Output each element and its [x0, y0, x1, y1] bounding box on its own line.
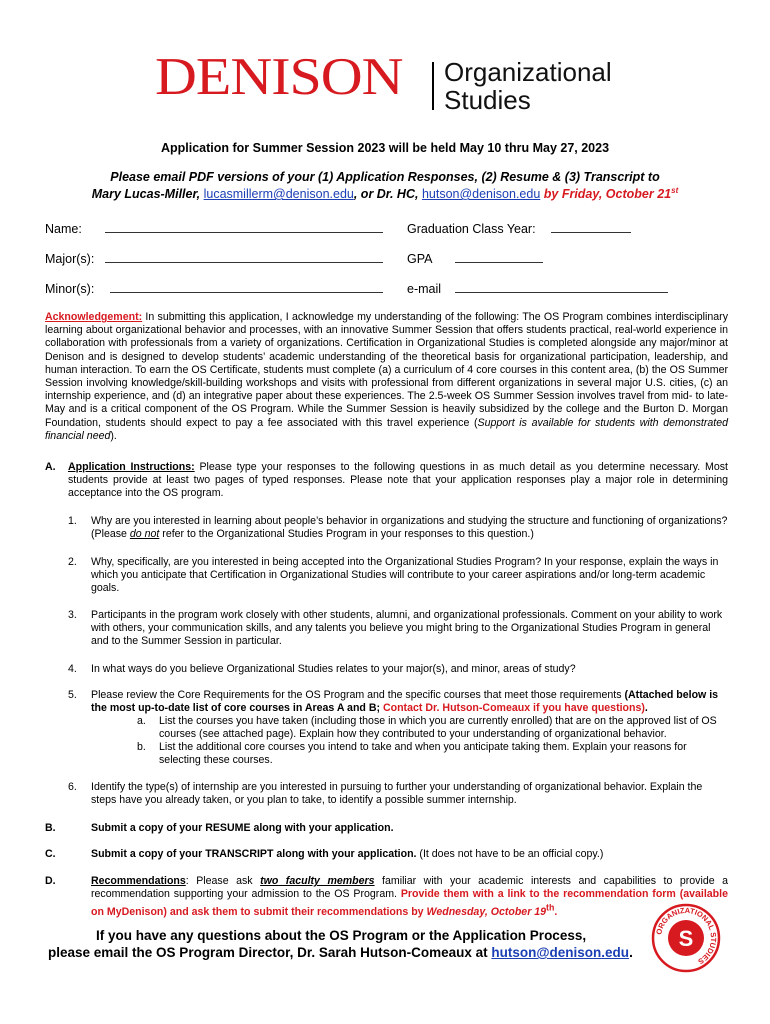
question-4: In what ways do you believe Organizational Studies relates to your major(s), and minor, areas of study? — [91, 663, 576, 675]
logo-subtitle — [444, 58, 612, 114]
question-1: Why are you interested in learning about people’s behavior in organizations and studying the structure and functioning of organizations? (Please do not refer to the Organizational Studies Program in your responses to this question.) — [91, 515, 728, 540]
recommendation-deadline: Provide them with a link to the recommendation form (available on MyDenison) and ask them to submit their recommendations by Wednesday, October 19th. — [91, 888, 728, 918]
section-c-text: Submit a copy of your TRANSCRIPT along with your application. (It does not have to be an official copy.) — [91, 848, 604, 860]
section-a-intro — [68, 461, 728, 501]
q5-contact-note: Contact Dr. Hutson-Comeaux if you have questions) — [382, 702, 645, 714]
question-5a: List the courses you have taken (including those in which you are currently enrolled) that are on the approved list of OS courses (see attached page). Explain how they contributed to your understanding of organizational behavior. — [159, 715, 717, 740]
section-a-letter: A. — [45, 461, 56, 473]
question-5: Please review the Core Requirements for the OS Program and the specific courses that meet those requirements (Attached below is the most up-to-date list of core courses in Areas A and B; Contact Dr. Hutson-Comeaux if you have questions). — [91, 689, 719, 714]
acknowledgement-paragraph: Acknowledgement: In submitting this application, I acknowledge my understanding of the following: The OS Program combines interdisciplinary learning about organizational behavior and processes, with an innovative Summer Session that offers students practical, real-world experience in collaboration with professionals from a variety of organizations. Certification in Organizational Studies is completed alongside any major/minor at Denison and is designed to develop students’ academic understanding of the theoretical basis for organizational participation, leadership, and human interaction. To earn the OS Certificate, students must complete (a) a curriculum of 4 core courses in this content area, (b) the OS Summer Session involving knowledge/skill-building workshops and visits with professional from different organizations in several major U.S. cities, (c) an internship experience, and (d) an integrative paper about these experiences. The 2.5-week OS Summer Session involves travel from mid- to late-May and is a critical component of the OS Program. While the Summer Session is heavily subsidized by the college and the Burton D. Morgan Foundation, students should expect to pay a fee associated with this travel experience (Support is available for students with demonstrated financial need). — [45, 311, 728, 442]
closing-line1: If you have any questions about the OS Program or the Application Process, — [96, 928, 587, 943]
email-instructions-line2 — [0, 186, 770, 201]
section-a-title: Application Instructions: — [68, 461, 195, 473]
organizational-studies-seal-icon — [651, 903, 721, 973]
grad-year-label: Graduation Class Year: — [407, 222, 536, 236]
q6-number: 6. — [68, 781, 77, 793]
section-d-letter: D. — [45, 875, 56, 887]
email-field[interactable] — [455, 282, 668, 293]
section-a-text: Please type your responses to the following questions in as much detail as you determine necessary. Most students provide at least two pages of typed responses. Please note that your application responses play a major role in determining acceptance into the OS program. — [68, 461, 728, 500]
question-6: Identify the type(s) of internship are you interested in pursuing to further your understanding of organizational behavior. Explain the steps have you already taken, or you plan to take, to identify a possible summer internship. — [91, 781, 703, 806]
section-b-letter: B. — [45, 822, 56, 834]
svg-text:S: S — [678, 926, 694, 951]
name-label: Name: — [45, 222, 82, 236]
section-c-note: (It does not have to be an official copy.) — [416, 848, 604, 860]
q5b-letter: b. — [137, 741, 146, 753]
section-d-text: Recommendations: Please ask two faculty members familiar with your academic interests and capabilities to provide a recommendation supporting your admission to the OS Program. Provide them with a link to the recommendation form (available on MyDenison) and ask them to submit their recommendations by Wednesday, October 19th. — [91, 875, 728, 918]
two-faculty-emphasis: two faculty members — [260, 875, 375, 887]
section-c-letter: C. — [45, 848, 56, 860]
svg-text:ORGANIZATIONAL STUDIES: ORGANIZATIONAL STUDIES — [654, 905, 719, 967]
contact-mid: , or Dr. HC, — [353, 187, 422, 202]
deadline-text: by Friday, October 21st — [540, 186, 679, 202]
question-5b: List the additional core courses you intend to take and when you anticipate taking them. Explain your reasons for selecting these courses. — [159, 741, 687, 766]
q4-number: 4. — [68, 663, 77, 675]
q1-number: 1. — [68, 515, 77, 527]
question-2: Why, specifically, are you interested in being accepted into the Organizational Studies Program? In your response, explain the ways in which you anticipate that Certification in Organizational Studies will contribute to your career aspirations and/or long-term academic goals. — [91, 556, 719, 594]
email-link-lucasmiller[interactable]: lucasmillerm@denison.edu — [203, 187, 354, 202]
session-dates: Application for Summer Session 2023 will be held May 10 thru May 27, 2023 — [160, 141, 610, 155]
q5-number: 5. — [68, 689, 77, 701]
question-3: Participants in the program work closely with other students, alumni, and organizational professionals. Comment on your ability to work with others, your communication skills, and any talents you believe you might bring to the Organizational Studies Program in general and to the Summer Session in particular. — [91, 609, 723, 647]
denison-logo-wordmark: DENISON — [155, 46, 403, 107]
contact-name: Mary Lucas-Miller, — [91, 187, 204, 202]
q5-bold-note: (Attached below is the most up-to-date list of core courses in Areas A and B; — [91, 689, 719, 714]
name-field[interactable] — [105, 222, 383, 233]
grad-year-field[interactable] — [551, 222, 631, 233]
recommendations-title: Recommendations — [91, 875, 186, 887]
do-not-emphasis: do not — [129, 528, 160, 540]
email-instructions-line1: Please email PDF versions of your (1) Application Responses, (2) Resume & (3) Transcript to — [110, 170, 660, 184]
logo-divider — [432, 62, 434, 110]
q5a-letter: a. — [137, 715, 146, 727]
financial-support-note: Support is available for students with demonstrated financial need — [45, 416, 728, 442]
major-label: Major(s): — [45, 252, 95, 266]
acknowledgement-label: Acknowledgement: — [45, 311, 143, 323]
minor-label: Minor(s): — [45, 282, 95, 296]
closing-line2: please email the OS Program Director, Dr. Sarah Hutson-Comeaux at hutson@denison.edu. — [48, 945, 633, 960]
gpa-label: GPA — [407, 252, 433, 266]
q3-number: 3. — [68, 609, 77, 621]
email-label: e-mail — [407, 282, 442, 296]
section-b-text: Submit a copy of your RESUME along with your application. — [91, 822, 394, 834]
minor-field[interactable] — [110, 282, 383, 293]
logo-subtitle-line2: Studies — [444, 85, 531, 115]
email-link-hutson[interactable]: hutson@denison.edu — [421, 187, 541, 202]
director-email-link[interactable]: hutson@denison.edu — [491, 945, 630, 960]
logo-subtitle-line1: Organizational — [444, 57, 612, 87]
q2-number: 2. — [68, 556, 77, 568]
major-field[interactable] — [105, 252, 383, 263]
gpa-field[interactable] — [455, 252, 543, 263]
acknowledgement-text: In submitting this application, I acknowledge my understanding of the following: The OS Program combines interdisciplinary learning about organizational behavior and processes, with an innovative Summer Session that offers students practical, real-world experience in collaboration with professionals from a variety of organizations. Certification in Organizational Studies is completed alongside any major/minor at Denison and is designed to develop students’ academic understanding of the theoretical basis for organizational participation, leadership, and human interaction. To earn the OS Certificate, students must complete (a) a curriculum of 4 core courses in this content area, (b) the OS Summer Session involving knowledge/skill-building workshops and visits with professional from different organizations in several major U.S. cities, (c) an internship experience, and (d) an integrative paper about these experiences. The 2.5-week OS Summer Session involves travel from mid- to late-May and is a critical component of the OS Program. While the Summer Session is heavily subsidized by the college and the Burton D. Morgan Foundation, students should expect to pay a fee associated with this travel experience ( — [45, 311, 728, 429]
